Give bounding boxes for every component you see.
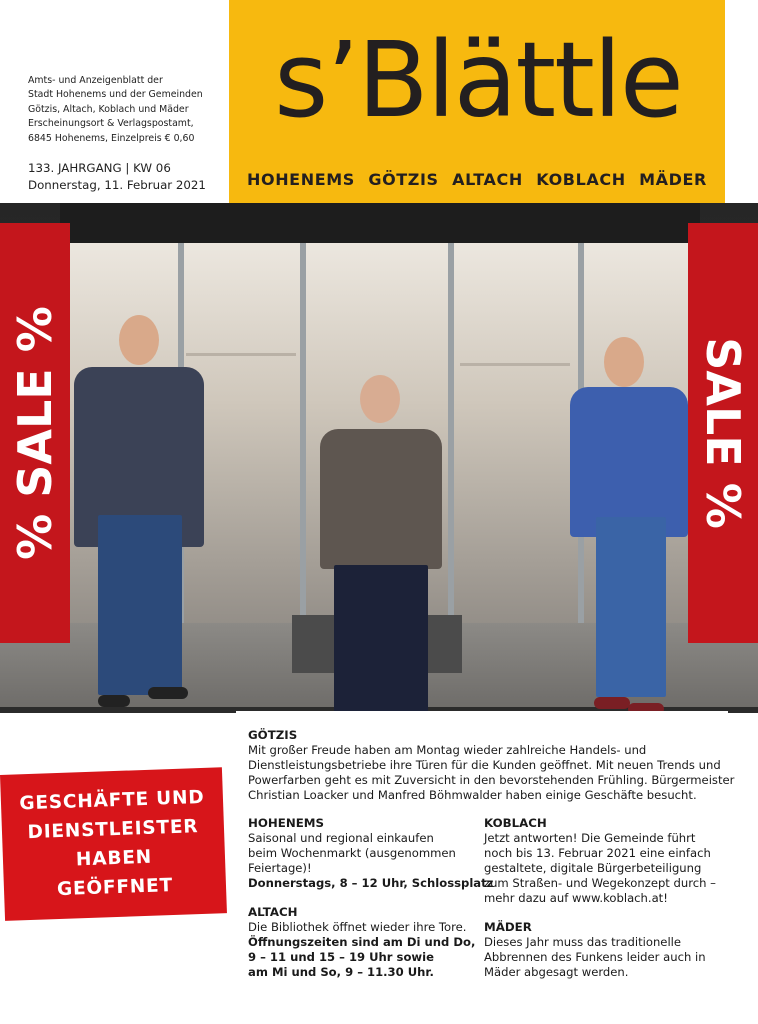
article-line: Donnerstags, 8 – 12 Uhr, Schlossplatz — [248, 876, 494, 890]
column-left — [248, 816, 494, 994]
article-goetzis — [248, 728, 735, 803]
headline-line: HABEN — [75, 846, 153, 871]
article-line: am Mi und So, 9 – 11.30 Uhr. — [248, 965, 434, 979]
cover-photo — [0, 203, 758, 713]
person-jeans — [596, 517, 666, 697]
masthead-logo-box — [229, 0, 725, 216]
sale-text: % SALE % — [8, 306, 62, 560]
article-line: Jetzt antworten! Die Gemeinde führt — [484, 831, 696, 845]
article-line: noch bis 13. Februar 2021 eine einfach — [484, 846, 711, 860]
article-line: Dienstleistungsbetriebe ihre Türen für die Kunden geöffnet. Mit neuen Trends und — [248, 758, 721, 772]
headline-line: GEÖFFNET — [56, 875, 174, 901]
person-head — [604, 337, 644, 387]
masthead-title: s’Blättle — [274, 19, 682, 141]
article-line: Feiertage)! — [248, 861, 312, 875]
town-label: HOHENEMS — [247, 170, 355, 189]
article-line: 9 – 11 und 15 – 19 Uhr sowie — [248, 950, 434, 964]
person-head — [360, 375, 400, 423]
town-label: GÖTZIS — [368, 170, 439, 189]
person-shoe — [98, 695, 130, 707]
article-line: gestaltete, digitale Bürgerbeteiligung — [484, 861, 702, 875]
publisher-line: Erscheinungsort & Verlagspostamt, — [28, 118, 194, 130]
headline-line: DIENSTLEISTER — [27, 816, 199, 844]
door-frame — [448, 243, 454, 643]
article-line: Die Bibliothek öffnet wieder ihre Tore. — [248, 920, 467, 934]
town-label: ALTACH — [452, 170, 523, 189]
person-shoe — [594, 697, 630, 709]
article-line: Öffnungszeiten sind am Di und Do, — [248, 935, 476, 949]
town-label: MÄDER — [639, 170, 707, 189]
sale-banner-left — [0, 223, 70, 643]
article-line: Dieses Jahr muss das traditionelle — [484, 935, 682, 949]
issue-volume: 133. JAHRGANG | KW 06 — [28, 161, 171, 175]
article-body — [484, 831, 724, 906]
article-heading: KOBLACH — [484, 816, 547, 830]
person-trousers — [334, 565, 428, 713]
person-middle — [316, 375, 446, 713]
article-body — [248, 831, 484, 876]
issue-date: Donnerstag, 11. Februar 2021 — [28, 177, 206, 192]
article-line: Mit großer Freude haben am Montag wieder zahlreiche Handels- und — [248, 743, 647, 757]
publisher-line: Amts- und Anzeigenblatt der — [28, 75, 163, 86]
issue-info — [28, 160, 228, 193]
article-line: Mäder abgesagt werden. — [484, 965, 629, 979]
article-highlight — [248, 876, 494, 891]
person-shoe — [148, 687, 188, 699]
article-heading: MÄDER — [484, 920, 532, 934]
person-puffer-jacket — [570, 387, 688, 537]
article-highlight — [248, 935, 484, 980]
person-head — [119, 315, 159, 365]
shop-lintel — [60, 203, 700, 243]
article-line: Powerfarben geht es mit Zuversicht in den bevorstehenden Frühling. Bürgermeister — [248, 773, 735, 787]
door-frame — [300, 243, 306, 643]
masthead-towns — [247, 170, 707, 189]
article-line: mehr dazu auf www.koblach.at! — [484, 891, 668, 905]
article-koblach — [484, 816, 724, 906]
headline-box — [0, 767, 227, 921]
person-left — [64, 315, 214, 713]
article-line: Saisonal und regional einkaufen — [248, 831, 434, 845]
article-line: Abbrennen des Funkens leider auch in — [484, 950, 706, 964]
headline-line: GESCHÄFTE UND — [19, 786, 205, 815]
person-right — [570, 337, 690, 713]
town-label: KOBLACH — [536, 170, 626, 189]
article-body — [248, 920, 484, 935]
article-heading: HOHENEMS — [248, 816, 325, 830]
publisher-line: 6845 Hohenems, Einzelpreis € 0,60 — [28, 132, 195, 144]
column-right — [484, 816, 724, 994]
article-altach — [248, 905, 484, 980]
publisher-line: Stadt Hohenems und der Gemeinden — [28, 89, 203, 101]
article-line: Christian Loacker und Manfred Böhmwalder haben einige Geschäfte besucht. — [248, 788, 697, 802]
sale-text: SALE % — [696, 337, 750, 529]
person-jeans — [98, 515, 182, 695]
person-sweater — [320, 429, 442, 569]
article-heading: ALTACH — [248, 905, 298, 919]
article-line: beim Wochenmarkt (ausgenommen — [248, 846, 456, 860]
publisher-line: Götzis, Altach, Koblach und Mäder — [28, 103, 189, 115]
publisher-info — [28, 74, 228, 146]
article-hohenems — [248, 816, 494, 891]
shelf — [460, 363, 570, 366]
article-heading: GÖTZIS — [248, 728, 298, 742]
article-maeder — [484, 920, 724, 980]
article-line: zum Straßen- und Wegekonzept durch – — [484, 876, 716, 890]
article-body — [484, 935, 724, 980]
sale-banner-right — [688, 223, 758, 643]
article-body — [248, 743, 735, 803]
